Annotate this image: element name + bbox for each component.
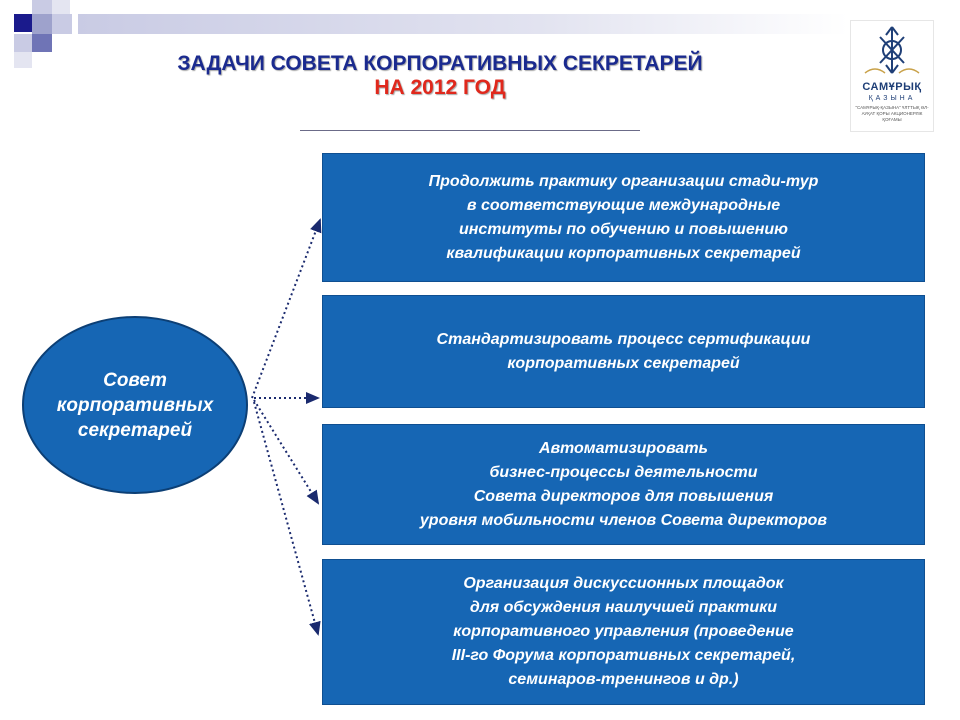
- task-box-1: [322, 153, 925, 282]
- arrow-to-task-4: [254, 402, 318, 634]
- arrow-to-task-3: [254, 400, 318, 503]
- task-box-4: [322, 559, 925, 705]
- title-line-2: НА 2012 ГОД: [374, 76, 506, 99]
- task-box-2: [322, 295, 925, 408]
- council-label: Совет корпоративных секретарей: [56, 369, 214, 441]
- task-text-4: Организация дискуссионных площадок для обсуждения наилучшей практики корпоративного управления (проведение III-го Форума корпоративных секретарей, семинаров-тренингов и др.): [451, 575, 796, 688]
- logo-wordmark: САМҰРЫҚ: [862, 81, 922, 93]
- task-text-2: Стандартизировать процесс сертификации корпоративных секретарей: [436, 330, 811, 372]
- council-ellipse: [22, 316, 248, 494]
- task-box-3: [322, 424, 925, 545]
- task-text-3: Автоматизировать бизнес-процессы деятельности Совета директоров для повышения уровня мобильности членов Совета директоров: [419, 439, 828, 529]
- logo-subword: ҚАЗЫНА: [868, 95, 916, 102]
- task-text-1: Продолжить практику организации стади-тур в соответствующие международные институты по обучению и повышению квалификации корпоративных секретарей: [428, 172, 819, 262]
- logo-caption: "САМҰРЫҚ-ҚАЗЫНА" ҰЛТТЫҚ ӘЛ-АУҚАТ ҚОРЫ АКЦИОНЕРЛІК ҚОҒАМЫ: [855, 105, 929, 122]
- title-line-1: ЗАДАЧИ СОВЕТА КОРПОРАТИВНЫХ СЕКРЕТАРЕЙ: [177, 52, 703, 75]
- arrow-to-task-1: [252, 220, 320, 398]
